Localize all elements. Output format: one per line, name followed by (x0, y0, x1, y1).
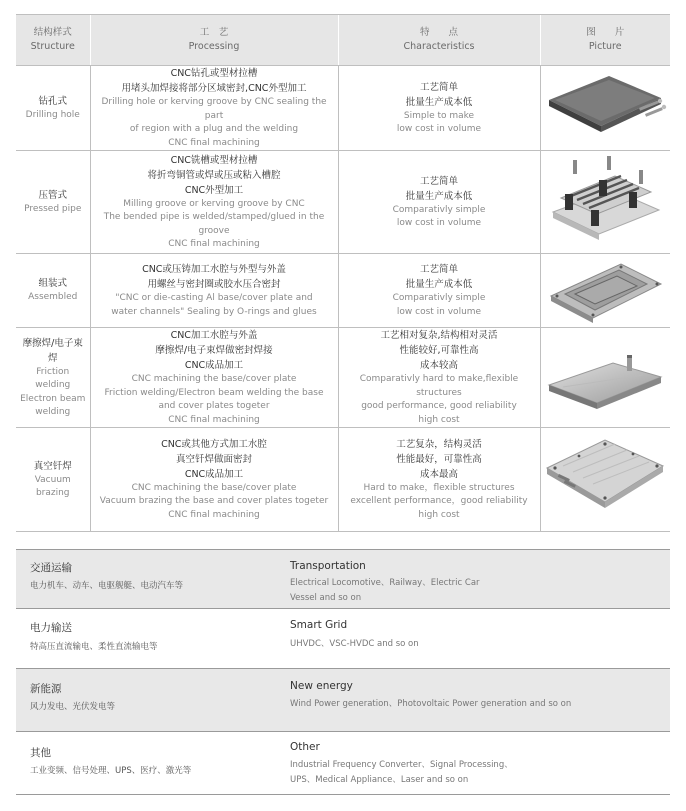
assembled-cold-plate-image (543, 256, 667, 326)
application-title-en: New energy (290, 680, 353, 692)
structure-cell: 摩擦焊/电子束焊 Friction welding Electron beam welding (16, 328, 90, 428)
table-header-row (16, 15, 670, 66)
picture-cell (540, 66, 670, 151)
application-desc-en: Industrial Frequency Converter、Signal Processing、 (290, 760, 513, 770)
picture-cell (540, 428, 670, 532)
application-desc-zh: 电力机车、动车、电驱舰艇、电动汽车等 (30, 581, 184, 591)
table-row-pressed-pipe (16, 151, 670, 254)
table-row-vacuum-brazing (16, 428, 670, 532)
table-row-drilling-hole (16, 66, 670, 151)
application-smart-grid (16, 609, 670, 669)
header-picture: 图 片 Picture (540, 15, 670, 66)
processing-cell: CNC钻孔或型材拉槽 用堵头加焊接将部分区域密封,CNC外型加工 Drilling hole or kerving groove by CNC sealing the part of region with a plug and the welding CNC final machining (90, 66, 338, 151)
header-characteristics: 特 点 Characteristics (338, 15, 540, 66)
picture-cell (540, 151, 670, 254)
processing-cell: CNC铣槽或型材拉槽 将折弯铜管或焊或压或粘入槽腔 CNC外型加工 Milling groove or kerving groove by CNC The bended pipe is welded/stamped/glued in the groove CNC final machining (90, 151, 338, 254)
header-processing: 工 艺 Processing (90, 15, 338, 66)
vacuum-brazing-cold-plate-image (543, 432, 667, 528)
characteristics-cell: 工艺简单 批量生产成本低 Simple to make low cost in volume (338, 66, 540, 151)
friction-welding-cold-plate-image (543, 333, 667, 423)
application-desc-en: Vessel and so on (290, 593, 362, 603)
processing-cell: CNC或其他方式加工水腔 真空钎焊做面密封 CNC成品加工 CNC machining the base/cover plate Vacuum brazing the base and cover plates togeter CNC final machining (90, 428, 338, 532)
structure-cell: 组装式 Assembled (16, 254, 90, 328)
application-title-zh: 其他 (30, 747, 51, 759)
application-transportation (16, 549, 670, 609)
process-table-section (16, 14, 670, 532)
pressed-pipe-cold-plate-image (543, 154, 667, 250)
application-title-en: Other (290, 741, 320, 753)
application-title-en: Transportation (290, 560, 366, 572)
application-desc-zh: 工业变频、信号处理、UPS、医疗、激光等 (30, 766, 192, 776)
processing-cell: CNC或压铸加工水腔与外型与外盖 用螺丝与密封圈或胶水压合密封 "CNC or die-casting Al base/cover plate and water channels" Sealing by O-rings and glues (90, 254, 338, 328)
application-desc-en: Electrical Locomotive、Railway、Electric Car (290, 578, 480, 588)
application-desc-en: Wind Power generation、Photovoltaic Power generation and so on (290, 699, 572, 709)
application-title-zh: 新能源 (30, 683, 62, 695)
application-title-zh: 交通运输 (30, 562, 72, 574)
application-desc-en: UHVDC、VSC-HVDC and so on (290, 639, 419, 649)
drilling-hole-cold-plate-image (543, 70, 667, 146)
table-row-friction-welding (16, 328, 670, 428)
characteristics-cell: 工艺简单 批量生产成本低 Comparativly simple low cost in volume (338, 151, 540, 254)
characteristics-cell: 工艺复杂，结构灵活 性能最好，可靠性高 成本最高 Hard to make，flexible structures excellent performance，good reliability high cost (338, 428, 540, 532)
structure-cell: 钻孔式 Drilling hole (16, 66, 90, 151)
application-desc-en: UPS、Medical Appliance、Laser and so on (290, 775, 469, 785)
header-structure: 结构样式 Structure (16, 15, 90, 66)
application-desc-zh: 风力发电、光伏发电等 (30, 702, 116, 712)
structure-cell: 压管式 Pressed pipe (16, 151, 90, 254)
application-desc-zh: 特高压直流输电、柔性直流输电等 (30, 642, 158, 652)
application-title-zh: 电力输送 (30, 622, 72, 634)
application-list (16, 549, 670, 795)
characteristics-cell: 工艺相对复杂,结构相对灵活 性能较好,可靠性高 成本较高 Comparativly hard to make,flexible structures good performance, good reliability high cost (338, 328, 540, 428)
processing-cell: CNC加工水腔与外盖 摩擦焊/电子束焊做密封焊接 CNC成品加工 CNC machining the base/cover plate Friction welding/Electron beam welding the base and cover plates togeter CNC final machining (90, 328, 338, 428)
structure-cell: 真空钎焊 Vacuum brazing (16, 428, 90, 532)
application-new-energy (16, 669, 670, 732)
application-other (16, 732, 670, 795)
characteristics-cell: 工艺简单 批量生产成本低 Comparativly simple low cost in volume (338, 254, 540, 328)
process-table (16, 14, 670, 532)
application-title-en: Smart Grid (290, 619, 348, 631)
picture-cell (540, 328, 670, 428)
table-row-assembled (16, 254, 670, 328)
picture-cell (540, 254, 670, 328)
